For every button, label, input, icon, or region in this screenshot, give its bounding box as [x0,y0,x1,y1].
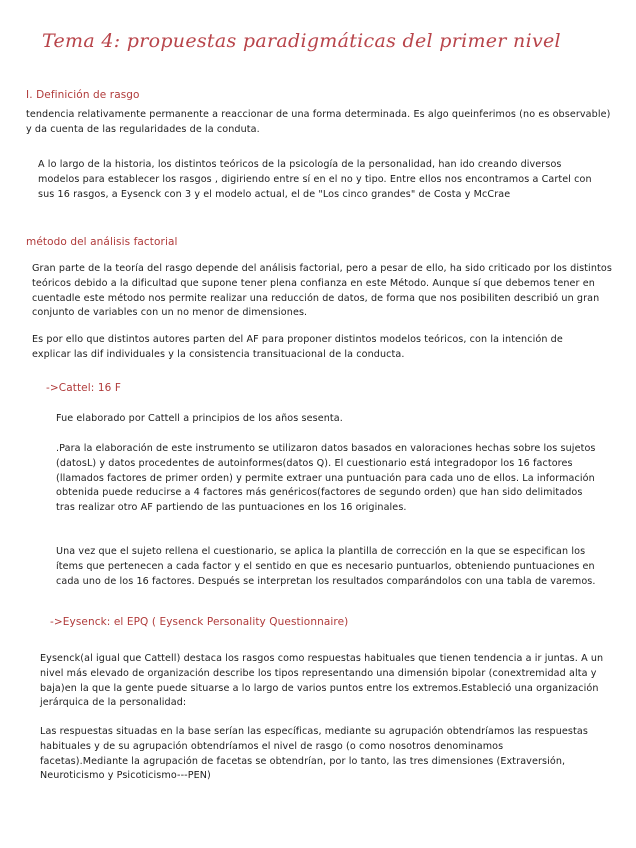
paragraph-analisis-factorial: Gran parte de la teoría del rasgo depende del análisis factorial, pero a pesar de ello, ha sido criticado por los distintos teóricos debido a la dificultad que supone tener plena confianza en este Método. Aunque sí que debemos tener en cuentadle este método nos permite realizar una reducción de datos, de forma que nos posibiliten describió un gran conjunto de variables con un no menor de dimensiones. [32,263,612,319]
heading-definicion-rasgo: I. Definición de rasgo [26,89,140,101]
heading-cattel: ->Cattel: 16 F [46,382,121,394]
paragraph-cattel-elaboracion: .Para la elaboración de este instrumento se utilizaron datos basados en valoraciones hechas sobre los sujetos (datosL) y datos procedentes de autoinformes(datos Q). El cuestionario está integradopor los 16 factores (llamados factores de primer orden) y permite extraer una puntuación para cada uno de ellos. La información obtenida puede reducirse a 4 factores más genéricos(factores de segundo orden) que han sido delimitados tras realizar otro AF partiendo de las puntuaciones en los 16 originales. [56,443,596,514]
paragraph-historia: A lo largo de la historia, los distintos teóricos de la psicología de la personalidad, han ido creando diversos modelos para establecer los rasgos , digiriendo entre sí en el no y tipo. Entre ellos nos encontramos a Cartel con sus 16 rasgos, a Eysenck con 3 y el modelo actual, el de "Los cinco grandes" de Costa y McCrae [38,159,592,200]
heading-analisis-factorial: método del análisis factorial [26,236,178,248]
paragraph-cattel-correccion: Una vez que el sujeto rellena el cuestionario, se aplica la plantilla de corrección en la que se especifican los ítems que pertenecen a cada factor y el sentido en que es necesario puntuarlos, obteniendo puntuaciones en cada uno de los 16 factores. Después se interpretan los resultados comparándolos con una tabla de varemos. [56,546,596,587]
paragraph-modelos-teoricos: Es por ello que distintos autores parten del AF para proponer distintos modelos teóricos, con la intención de explicar las dif individuales y la consistencia transituacional de la conducta. [32,334,563,360]
heading-eysenck: ->Eysenck: el EPQ ( Eysenck Personality Questionnaire) [50,616,349,628]
paragraph-definicion: tendencia relativamente permanente a reaccionar de una forma determinada. Es algo queinferimos (no es observable) y da cuenta de las regularidades de la conduta. [26,109,611,135]
paragraph-eysenck-tipos: Eysenck(al igual que Cattell) destaca los rasgos como respuestas habituales que tienen tendencia a ir juntas. A un nivel más elevado de organización describe los tipos representando una dimensión bipolar (conextremidad alta y baja)en la que la gente puede situarse a lo largo de varios puntos entre los extremos.Estableció una organización jerárquica de la personalidad: [40,653,604,709]
paragraph-cattel-origen: Fue elaborado por Cattell a principios de los años sesenta. [56,413,343,424]
paragraph-eysenck-jerarquia: Las respuestas situadas en la base serían las específicas, mediante su agrupación obtendríamos las respuestas habituales y de su agrupación obtendríamos el nivel de rasgo (o como nosotros denominamos facetas).Mediante la agrupación de facetas se obtendrían, por lo tanto, las tres dimensiones (Extraversión, Neuroticismo y Psicoticismo---PEN) [40,726,588,782]
page-title: Tema 4: propuestas paradigmáticas del primer nivel [42,30,561,52]
